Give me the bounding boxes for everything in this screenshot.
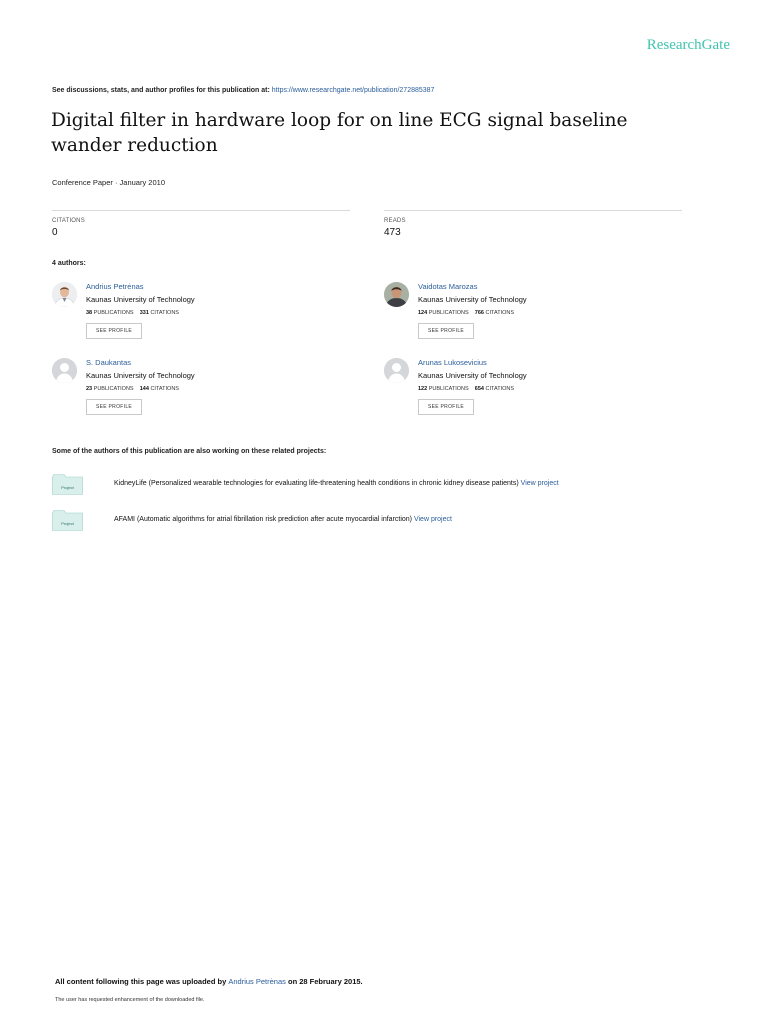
citations-label: CITATIONS [52, 218, 85, 224]
author-name-link[interactable]: Andrius Petrėnas [86, 282, 144, 291]
citations-label: CITATIONS [150, 386, 179, 392]
see-profile-button[interactable]: SEE PROFILE [418, 399, 474, 415]
uploader-link[interactable]: Andrius Petrėnas [228, 977, 286, 986]
citations-count: 654 [474, 386, 484, 392]
publications-label: PUBLICATIONS [428, 386, 469, 392]
uploaded-line [55, 977, 363, 986]
author-name-link[interactable]: Vaidotas Marozas [418, 282, 478, 291]
publications-label: PUBLICATIONS [93, 386, 134, 392]
citations-count: 331 [139, 310, 149, 316]
author-stats [418, 310, 514, 316]
project-folder-icon [52, 510, 83, 531]
related-projects-header: Some of the authors of this publication are also working on these related projects: [52, 448, 327, 455]
view-project-link[interactable]: View project [520, 480, 559, 487]
project-title: AFAMI (Automatic algorithms for atrial fibrillation risk prediction after acute myocardial infarction) [114, 516, 412, 523]
citations-stat [52, 210, 350, 238]
project-icon-label: Project [61, 521, 74, 526]
view-project-link[interactable]: View project [413, 516, 452, 523]
author-institution: Kaunas University of Technology [418, 371, 527, 380]
author-institution: Kaunas University of Technology [86, 371, 195, 380]
author-card [52, 358, 352, 428]
project-folder-icon [52, 474, 83, 495]
reads-stat [384, 210, 682, 238]
project-icon-label: Project [61, 485, 74, 490]
author-card [52, 282, 352, 352]
author-photo[interactable] [384, 282, 409, 307]
reads-value: 473 [384, 227, 401, 238]
see-profile-button[interactable]: SEE PROFILE [418, 323, 474, 339]
citations-label: CITATIONS [485, 310, 515, 316]
publication-url-link[interactable]: https://www.researchgate.net/publication/272885387 [271, 87, 435, 94]
citations-label: CITATIONS [150, 310, 179, 316]
publications-label: PUBLICATIONS [428, 310, 469, 316]
author-photo[interactable] [52, 282, 77, 307]
see-discussions-line [52, 87, 434, 94]
project-item [52, 474, 712, 496]
project-title: KidneyLife (Personalized wearable technologies for evaluating life-threatening health conditions in chronic kidney disease patients) [114, 480, 519, 487]
project-description [114, 480, 559, 487]
citations-count: 766 [474, 310, 484, 316]
enhancement-disclaimer: The user has requested enhancement of the downloaded file. [55, 997, 205, 1003]
author-institution: Kaunas University of Technology [86, 295, 195, 304]
paper-title: Digital filter in hardware loop for on line ECG signal baseline wander reduction [51, 110, 628, 156]
see-profile-button[interactable]: SEE PROFILE [86, 399, 142, 415]
author-stats [418, 386, 514, 392]
author-stats [86, 386, 179, 392]
publications-count: 38 [86, 310, 93, 316]
author-name-link[interactable]: S. Daukantas [86, 358, 132, 367]
publications-count: 124 [418, 310, 428, 316]
uploaded-prefix: All content following this page was uploaded by [55, 977, 227, 986]
uploaded-suffix: on 28 February 2015. [288, 977, 363, 986]
citations-value: 0 [52, 227, 58, 238]
project-item [52, 510, 712, 532]
researchgate-logo[interactable]: ResearchGate [646, 37, 730, 53]
author-stats [86, 310, 179, 316]
author-card [384, 282, 684, 352]
authors-header: 4 authors: [52, 260, 86, 267]
default-avatar-icon[interactable] [52, 358, 77, 383]
publications-count: 122 [418, 386, 428, 392]
paper-meta: Conference Paper · January 2010 [52, 178, 165, 187]
see-discussions-text: See discussions, stats, and author profiles for this publication at: [52, 87, 270, 94]
author-institution: Kaunas University of Technology [418, 295, 527, 304]
publications-count: 23 [86, 386, 93, 392]
author-card [384, 358, 684, 428]
reads-label: READS [384, 218, 406, 224]
citations-label: CITATIONS [485, 386, 515, 392]
project-description [114, 516, 452, 523]
see-profile-button[interactable]: SEE PROFILE [86, 323, 142, 339]
default-avatar-icon[interactable] [384, 358, 409, 383]
citations-count: 144 [139, 386, 149, 392]
author-name-link[interactable]: Arunas Lukosevicius [418, 358, 487, 367]
publications-label: PUBLICATIONS [93, 310, 134, 316]
